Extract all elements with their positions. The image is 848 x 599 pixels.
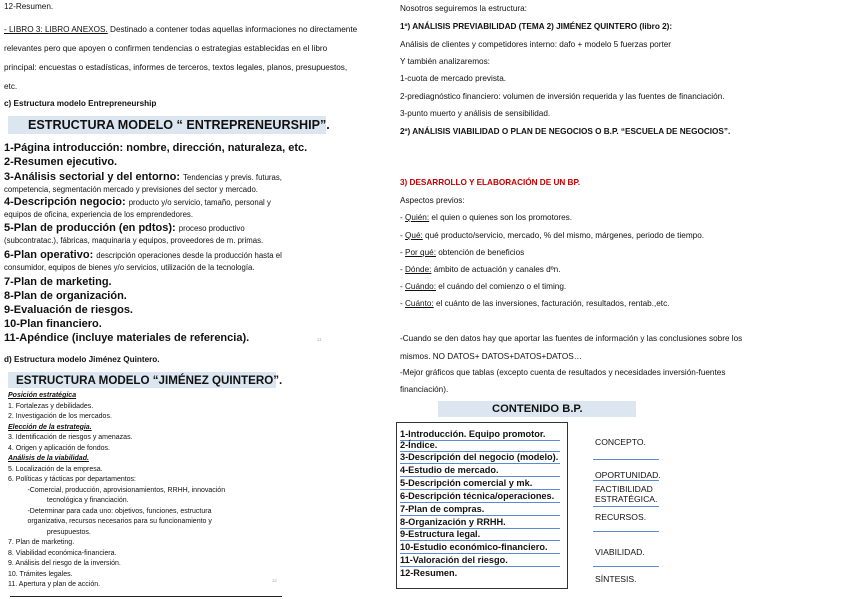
bp-item: 7-Plan de compras. [400,504,485,514]
bp-item: 11-Valoración del riesgo. [400,555,508,565]
section-1-heading: 1º) ANÁLISIS PREVIABILIDAD (TEMA 2) JIMÉNEZ QUINTERO (libro 2): [400,22,673,31]
section-1-line-a: Análisis de clientes y competidores interno: dafo + modelo 5 fuerzas porter [400,40,672,49]
bp-item: 3-Descripción del negocio (modelo). [400,452,559,462]
entre-item-title: 7-Plan de marketing. [4,276,112,288]
entre-item [4,197,271,208]
aspect-key: Dónde: [405,265,432,274]
jq-item: 6. Políticas y tácticas por departamentos: [8,476,137,483]
page-mark-1: ¹¹ [317,338,322,345]
entre-item-title: 8-Plan de organización. [4,290,127,302]
aspect-item: - Cuánto: el cuánto de las inversiones, facturación, resultados, rentab.,etc. [400,299,670,308]
jq-item: 4. Origen y aplicación de fondos. [8,444,110,452]
bp-item: 6-Descripción técnica/operaciones. [400,491,555,501]
entre-item [4,291,127,302]
aspectos-label: Aspectos previos: [400,196,465,205]
jq-item: -Determinar para cada uno: objetivos, funciones, estructura [8,507,212,515]
entre-item [4,210,193,220]
bp-item-underline [400,540,560,541]
jq-item: 2. Investigación de los mercados. [8,413,112,420]
bp-label-divider [593,480,659,481]
section-1-line-d: 2-prediagnóstico financiero: volumen de inversión requerida y las fuentes de financiación. [400,92,725,101]
aspect-value: obtención de beneficios [435,248,525,257]
page-mark-2: ¹² [272,579,277,586]
section-d-heading: d) Estructura modelo Jiménez Quintero. [4,355,160,364]
jq-item: -Comercial, producción, aprovisionamientos, RRHH, innovación [8,486,226,494]
entre-item [4,172,282,183]
entre-item-title: 11-Apéndice (incluye materiales de referencia). [4,332,250,344]
entre-item-title: 3-Análisis sectorial y del entorno: [4,171,184,183]
section-3-heading: 3) DESARROLLO Y ELABORACIÓN DE UN BP. [400,178,581,187]
aspect-value: ámbito de actuación y canales dºn. [431,265,561,274]
intro-text: Nosotros seguiremos la estructura: [400,4,527,13]
aspect-value: el cuánto de las inversiones, facturación, resultados, rentab.,etc. [433,299,670,308]
jq-item: 10. Trámites legales. [8,570,73,578]
entre-item-title: 9-Evaluación de riesgos. [4,304,133,316]
entre-item-desc: descripción operaciones desde la producción hasta el [96,251,282,260]
entre-item-title: 2-Resumen ejecutivo. [4,156,118,168]
bp-item-underline [400,502,560,503]
bp-title: CONTENIDO B.P. [492,403,583,415]
bp-item: 9-Estructura legal. [400,529,481,539]
bp-label: FACTIBILIDAD [595,484,653,494]
bp-item: 10-Estudio económico-financiero. [400,542,548,552]
entre-title: ESTRUCTURA MODELO “ ENTREPRENEURSHIP”. [28,118,330,132]
aspect-value: qué producto/servicio, mercado, % del mismo, márgenes, periodo de tiempo. [422,231,705,240]
jq-item: 1. Fortalezas y debilidades. [8,402,94,410]
jq-item: 5. Localización de la empresa. [8,465,103,473]
jq-subheading: Análisis de la viabilidad. [8,455,89,462]
entre-item [4,236,263,246]
jq-title: ESTRUCTURA MODELO “JIMÉNEZ QUINTERO”. [16,374,283,387]
bp-label: VIABILIDAD. [595,547,645,557]
bp-item: 12-Resumen. [400,568,458,578]
jq-item: 7. Plan de marketing. [8,539,75,546]
entre-item-desc: consumidor, equipos de bienes y/o servicios, utilización de la tecnología. [4,263,255,272]
entre-item-title: 1-Página introducción: nombre, dirección, naturaleza, etc. [4,142,308,154]
bp-label: RECURSOS. [595,512,647,522]
note-line-1: -Cuando se den datos hay que aportar las fuentes de información y las conclusiones sobre los [400,334,743,343]
jq-item: organizativa, recursos necesarios para su funcionamiento y [8,518,212,525]
bp-label-divider [593,566,659,567]
entre-item [4,333,249,344]
bp-item-underline [400,553,560,554]
bp-label: ESTRATÉGICA. [595,494,658,504]
section-2-heading: 2º) ANÁLISIS VIABILIDAD O PLAN DE NEGOCIOS O B.P. “ESCUELA DE NEGOCIOS”. [400,127,731,136]
bp-item: 4-Estudio de mercado. [400,465,499,475]
entre-item [4,305,133,316]
bp-item: 2-Índice. [400,440,438,450]
bp-item: 1-Introducción. Equipo promotor. [400,429,546,439]
bp-label-divider [593,531,659,532]
aspect-key: Qué: [405,231,423,240]
aspect-item: - Por qué: obtención de beneficios [400,248,525,257]
entre-item-desc: competencia, segmentación mercado y previsiones del sector y mercado. [4,185,258,194]
aspect-key: Cuándo: [405,282,436,291]
note-line-3: -Mejor gráficos que tablas (excepto cuenta de resultados y necesidades inversión-fuentes [400,368,726,377]
bp-item-underline [400,566,560,567]
entre-item-title: 4-Descripción negocio: [4,196,129,208]
entre-item-title: 10-Plan financiero. [4,318,102,330]
entre-item-desc: Tendencias y previs. futuras, [183,173,282,182]
entre-item-desc: producto y/o servicio, tamaño, personal y [128,198,271,207]
bp-label: CONCEPTO. [595,437,646,447]
jq-subheading: Posición estratégica [8,392,77,399]
bp-item-underline [400,476,560,477]
bp-item-underline [400,463,560,464]
note-line-2: mismos. NO DATOS+ DATOS+DATOS+DATOS… [400,352,582,361]
entre-item-title: 5-Plan de producción (en pdtos): [4,222,179,234]
libro3-line-2: relevantes pero que apoyen o confirmen tendencias o estrategias establecidas en el libro [4,44,328,53]
aspect-key: Por qué: [405,248,436,257]
aspect-key: Quién: [405,213,430,222]
aspect-key: Cuánto: [405,299,434,308]
entre-item [4,263,255,273]
bp-item-underline [400,489,560,490]
entre-item-title: 6-Plan operativo: [4,249,97,261]
jq-subheading: Elección de la estrategia. [8,423,92,431]
bp-item: 5-Descripción comercial y mk. [400,478,533,488]
jq-item: 3. Identificación de riesgos y amenazas. [8,434,133,441]
bp-label-divider [593,459,659,460]
jq-item: presupuestos. [8,528,91,536]
bp-label: SÍNTESIS. [595,574,637,584]
bp-item-underline [400,515,560,516]
entre-item-desc: equipos de oficina, experiencia de los emprendedores. [4,210,193,219]
jq-bottom-rule [10,596,282,597]
libro3-line-4: etc. [4,82,18,91]
entre-item-desc: (subcontratac.), fábricas, maquinaria y equipos, proveedores de m. primas. [4,236,264,245]
aspect-item: - Dónde: ámbito de actuación y canales dºn. [400,265,561,274]
bp-label-divider [593,506,659,507]
jq-item: 8. Viabilidad económica-financiera. [8,549,117,557]
jq-item: 9. Análisis del riesgo de la inversión. [8,560,121,567]
bp-label: OPORTUNIDAD. [595,470,661,480]
entre-item [4,143,307,154]
note-line-4: financiación). [400,385,449,394]
bp-item: 8-Organización y RRHH. [400,517,506,527]
top-item: 12-Resumen. [4,2,54,11]
libro3-line-3: principal: encuestas o estadísticas, informes de terceros, textos legales, planos, presupuestos, [4,63,348,72]
section-c-heading: c) Estructura modelo Entrepreneurship [4,99,157,108]
jq-item: tecnológica y financiación. [8,497,129,504]
aspect-item: - Cuándo: el cuándo del comienzo o el timing. [400,282,567,291]
entre-item [4,185,258,195]
entre-item [4,319,102,330]
libro3-line-1: - LIBRO 3: LIBRO ANEXOS. Destinado a contener todas aquellas informaciones no directamente [4,25,358,34]
aspect-value: el cuándo del comienzo o el timing. [435,282,567,291]
aspect-item: - Quién: el quien o quienes son los promotores. [400,213,573,222]
entre-item [4,277,112,288]
entre-item-desc: proceso productivo [178,224,245,233]
jq-item: 11. Apertura y plan de acción. [8,581,101,588]
entre-item [4,250,282,261]
section-1-line-b: Y también analizaremos: [400,57,490,66]
entre-item [4,223,245,234]
section-1-line-e: 3-punto muerto y análisis de sensibilidad. [400,109,551,118]
section-1-line-c: 1-cuota de mercado prevista. [400,74,507,83]
aspect-item: - Qué: qué producto/servicio, mercado, % del mismo, márgenes, periodo de tiempo. [400,231,705,240]
entre-item [4,157,117,168]
aspect-value: el quien o quienes son los promotores. [429,213,573,222]
